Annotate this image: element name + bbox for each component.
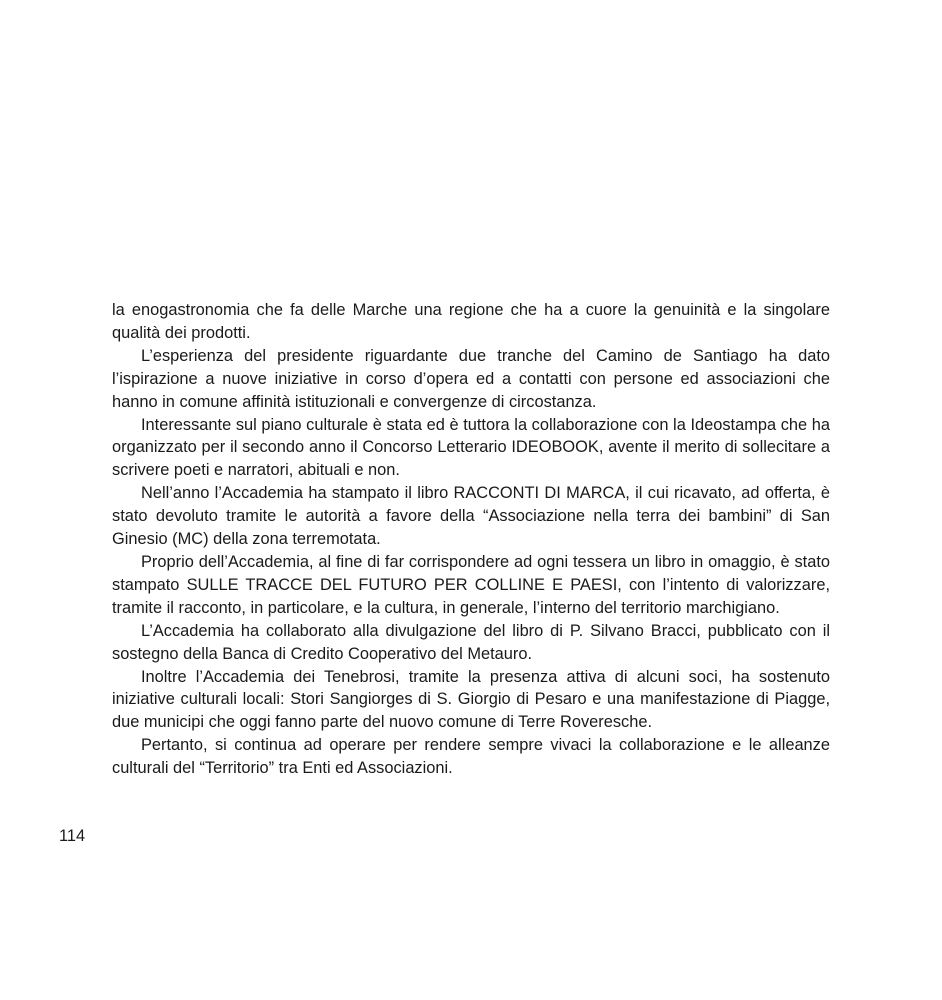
paragraph: Proprio dell’Accademia, al fine di far corrispondere ad ogni tessera un libro in omaggio, è stato stampato SULLE TRACCE DEL FUTURO PER COLLINE E PAESI, con l’intento di valorizzare, tramite il racconto, in particolare, e la cultura, in generale, l’interno del territorio marchigiano. — [112, 552, 830, 617]
paragraph: Nell’anno l’Accademia ha stampato il libro RACCONTI DI MARCA, il cui ricavato, ad offerta, è stato devoluto tramite le autorità a favore della “Associazione nella terra dei bambini” di San Ginesio (MC) della zona terremotata. — [112, 484, 830, 549]
paragraph: Interessante sul piano culturale è stata ed è tuttora la collaborazione con la Ideostampa che ha organizzato per il secondo anno il Concorso Letterario IDEOBOOK, avente il merito di sollecitare a scrivere poeti e narratori, abituali e non. — [112, 415, 830, 480]
paragraph: L’Accademia ha collaborato alla divulgazione del libro di P. Silvano Bracci, pubblicato con il sostegno della Banca di Credito Cooperativo del Metauro. — [112, 621, 830, 663]
paragraph: Pertanto, si continua ad operare per rendere sempre vivaci la collaborazione e le alleanze culturali del “Territorio” tra Enti ed Associazioni. — [112, 736, 830, 778]
page-number: 114 — [59, 827, 86, 845]
paragraph: L’esperienza del presidente riguardante due tranche del Camino de Santiago ha dato l’ispirazione a nuove iniziative in corso d’opera ed a contatti con persone ed associazioni che hanno in comune affinità istituzionali e convergenze di circostanza. — [112, 346, 830, 411]
paragraph: la enogastronomia che fa delle Marche una regione che ha a cuore la genuinità e la singolare qualità dei prodotti. — [112, 301, 830, 342]
body-text — [112, 299, 830, 780]
paragraph: Inoltre l’Accademia dei Tenebrosi, tramite la presenza attiva di alcuni soci, ha sostenuto iniziative culturali locali: Stori Sangiorges di S. Giorgio di Pesaro e una manifestazione di Piagge, due municipi che oggi fanno parte del nuovo comune di Terre Roveresche. — [112, 667, 830, 732]
